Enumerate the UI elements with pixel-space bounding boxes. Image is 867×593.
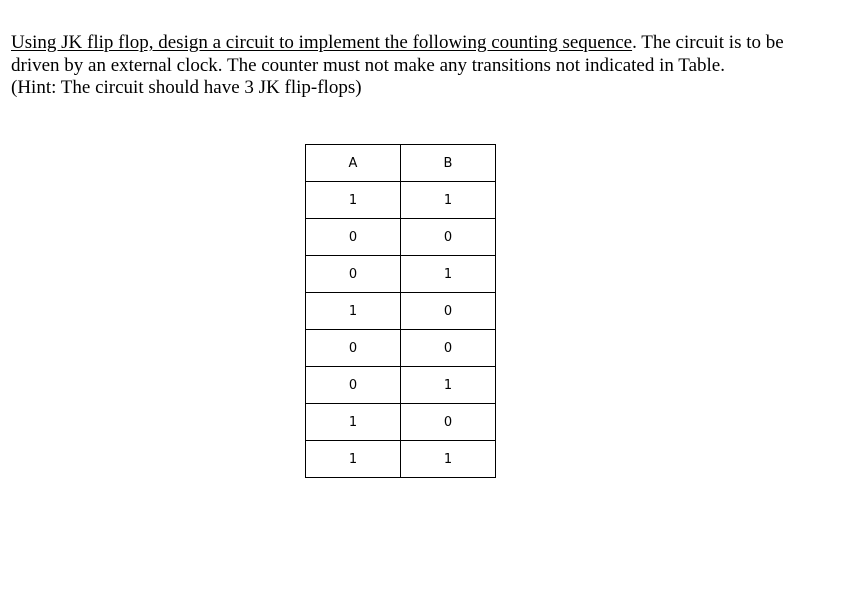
- hint-text: (Hint: The circuit should have 3 JK flip-flops): [11, 77, 362, 98]
- column-header-b: B: [401, 145, 496, 182]
- table-header-row: [306, 145, 496, 182]
- table-row: [306, 182, 496, 219]
- cell-a: 0: [306, 367, 401, 404]
- table-row: [306, 441, 496, 478]
- table-row: [306, 293, 496, 330]
- cell-a: 1: [306, 404, 401, 441]
- cell-b: 1: [401, 441, 496, 478]
- table-row: [306, 256, 496, 293]
- cell-b: 0: [401, 330, 496, 367]
- table-row: [306, 404, 496, 441]
- cell-b: 0: [401, 404, 496, 441]
- cell-a: 0: [306, 256, 401, 293]
- table-row: [306, 330, 496, 367]
- problem-statement: [11, 32, 801, 100]
- cell-b: 1: [401, 182, 496, 219]
- cell-b: 1: [401, 367, 496, 404]
- counting-sequence-table: [305, 144, 496, 478]
- cell-a: 0: [306, 330, 401, 367]
- cell-a: 1: [306, 293, 401, 330]
- cell-a: 1: [306, 182, 401, 219]
- table-row: [306, 367, 496, 404]
- cell-b: 0: [401, 219, 496, 256]
- cell-a: 0: [306, 219, 401, 256]
- cell-a: 1: [306, 441, 401, 478]
- column-header-a: A: [306, 145, 401, 182]
- table-row: [306, 219, 496, 256]
- problem-body-text: . The circuit is to be driven by an external clock. The counter must not make any transitions not indicated in Table.: [11, 32, 784, 76]
- cell-b: 0: [401, 293, 496, 330]
- problem-underlined-text: Using JK flip flop, design a circuit to implement the following counting sequence: [11, 32, 633, 53]
- problem-paragraph: [11, 32, 801, 77]
- cell-b: 1: [401, 256, 496, 293]
